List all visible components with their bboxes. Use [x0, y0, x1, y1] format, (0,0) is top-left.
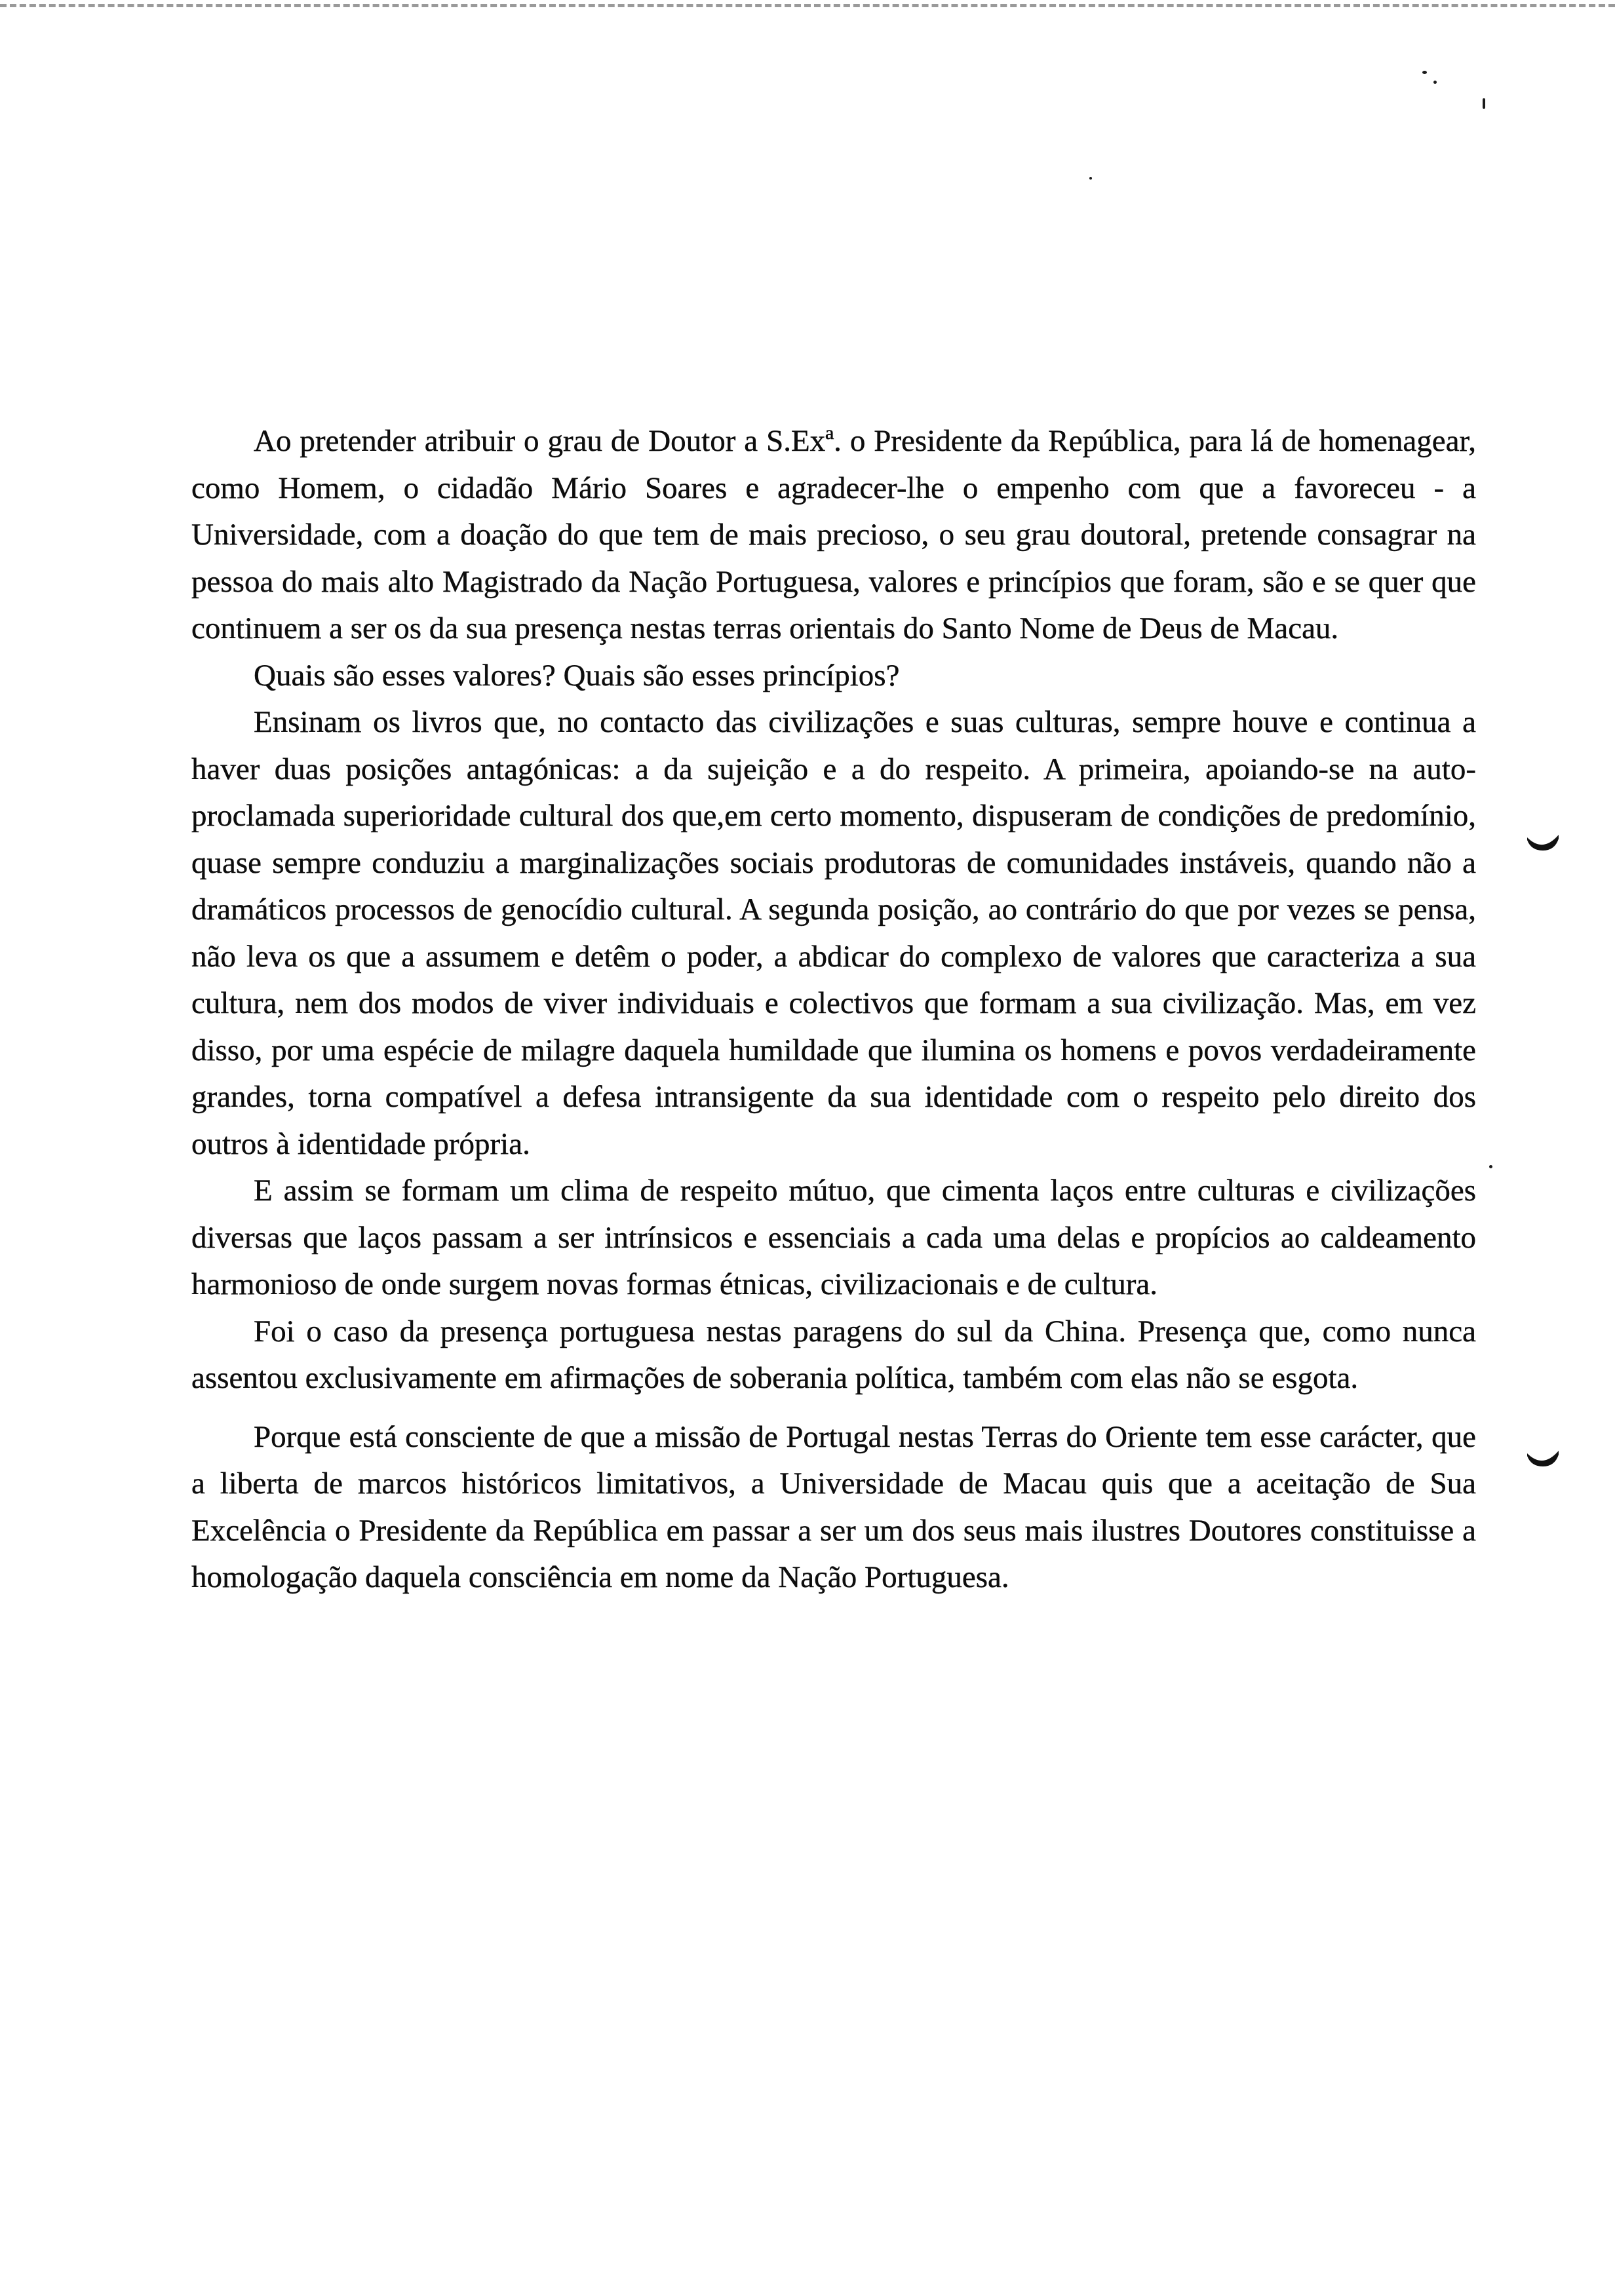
document-body: [191, 418, 1476, 1601]
scan-speck: [1433, 81, 1437, 84]
scan-speck: [1089, 177, 1092, 180]
margin-hole-mark: [1526, 833, 1560, 852]
paragraph-3: Ensinam os livros que, no contacto das civilizações e suas culturas, sempre houve e continua a haver duas posições antagónicas: a da sujeição e a do respeito. A primeira, apoiando-se na auto-proclamada superioridade cultural dos que,em certo momento, dispuseram de condições de predomínio, quase sempre conduziu a marginalizações sociais produtoras de comunidades instáveis, quando não a dramáticos processos de genocídio cultural. A segunda posição, ao contrário do que por vezes se pensa, não leva os que a assumem e detêm o poder, a abdicar do complexo de valores que caracteriza a sua cultura, nem dos modos de viver individuais e colectivos que formam a sua civilização. Mas, em vez disso, por uma espécie de milagre daquela humildade que ilumina os homens e povos verdadeiramente grandes, torna compatível a defesa intransigente da sua identidade com o respeito pelo direito dos outros à identidade própria.: [191, 705, 1476, 1161]
paragraph-1: Ao pretender atribuir o grau de Doutor a S.Exª. o Presidente da República, para lá de homenagear, como Homem, o cidadão Mário Soares e agradecer-lhe o empenho com que a favoreceu - a Universidade, com a doação do que tem de mais precioso, o seu grau doutoral, pretende consagrar na pessoa do mais alto Magistrado da Nação Portuguesa, valores e princípios que foram, são e se quer que continuem a ser os da sua presença nestas terras orientais do Santo Nome de Deus de Macau.: [191, 424, 1476, 645]
paragraph-6: Porque está consciente de que a missão de Portugal nestas Terras do Oriente tem esse carácter, que a liberta de marcos históricos limitativos, a Universidade de Macau quis que a aceitação de Sua Excelência o Presidente da República em passar a ser um dos seus mais ilustres Doutores constituisse a homologação daquela consciência em nome da Nação Portuguesa.: [191, 1419, 1476, 1594]
margin-hole-mark: [1526, 1449, 1560, 1468]
paragraph-5: Foi o caso da presença portuguesa nestas paragens do sul da China. Presença que, como nunca assentou exclusivamente em afirmações de soberania política, também com elas não se esgota.: [191, 1314, 1476, 1395]
paragraph-2: Quais são esses valores? Quais são esses princípios?: [254, 658, 900, 693]
scan-speck: [1489, 1165, 1492, 1168]
scan-speck: [1483, 98, 1485, 109]
scan-speck: [1422, 71, 1427, 74]
paragraph-4: E assim se formam um clima de respeito mútuo, que cimenta laços entre culturas e civilizações diversas que laços passam a ser intrínsicos e essenciais a cada uma delas e propícios ao caldeamento harmonioso de onde surgem novas formas étnicas, civilizacionais e de cultura.: [191, 1174, 1476, 1301]
scan-edge-line: [0, 4, 1615, 7]
